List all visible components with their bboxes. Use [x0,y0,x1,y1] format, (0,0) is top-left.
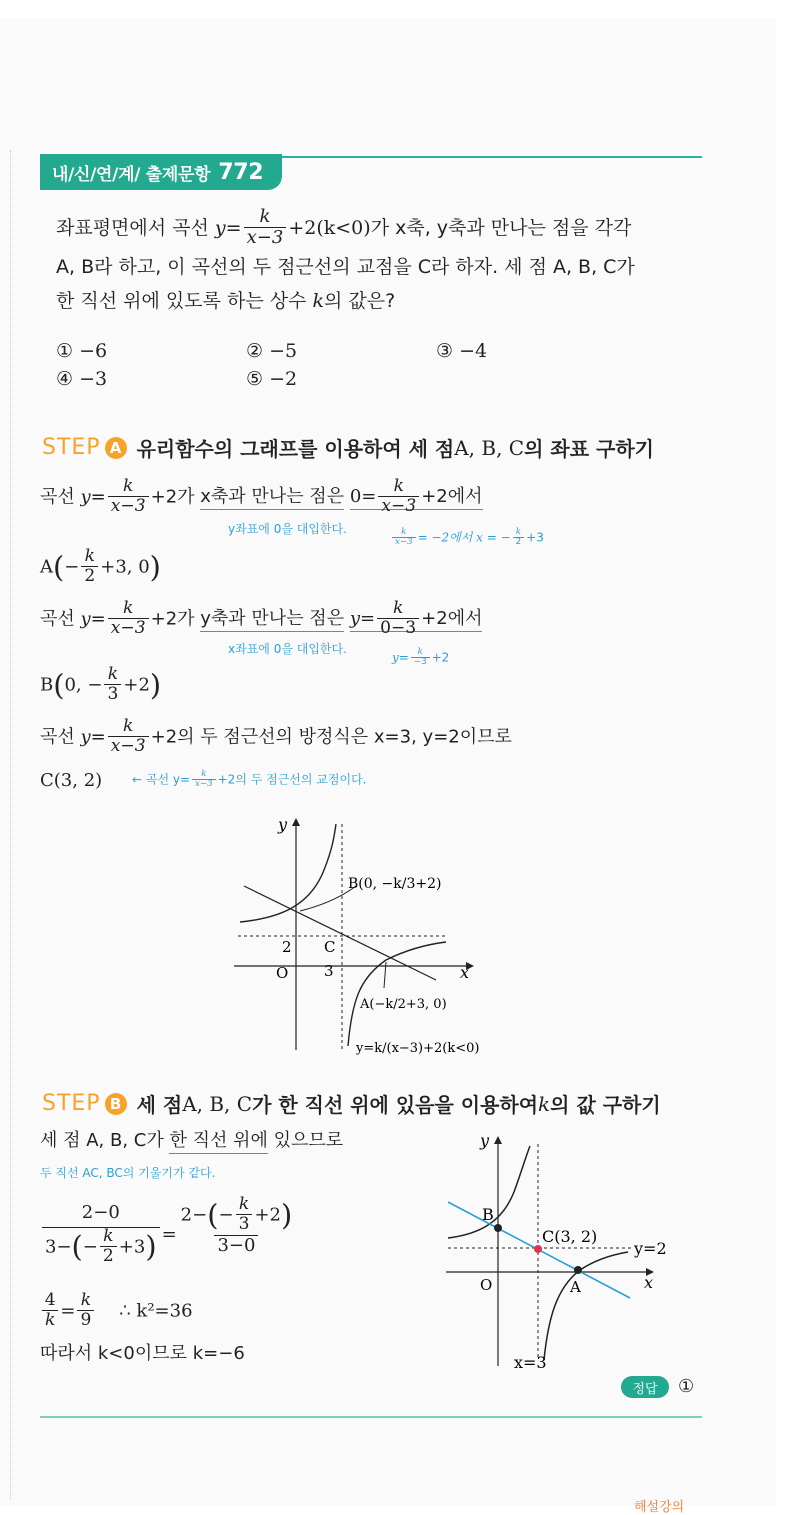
note-text: ← 곡선 y= [132,772,191,787]
text: 2− [180,1204,208,1226]
frac-num: k [393,476,404,496]
note-text: +2의 두 점근선의 교점이다. [217,772,367,787]
origin-label: O [276,964,289,982]
text: +3 [118,1236,146,1258]
asymptote-x-label: x=3 [514,1353,547,1372]
text: B [40,674,54,696]
step-word: STEP [42,435,101,460]
note-equal-slopes: 두 직선 AC, BC의 기울기가 같다. [40,1166,216,1180]
frac-num: k [103,1225,114,1246]
frac-den: 2 [81,566,98,587]
header-label: 내/신/연/계/ 출제문항 [52,164,211,185]
step-title: 가 한 직선 위에 있음을 이용하여 [252,1093,539,1117]
problem-number: 772 [218,159,264,185]
frac-num: k [401,527,407,537]
frac-den: x−3 [244,227,287,249]
k-squared-equation: $\frac{4}{k}$ = $\frac{k}{9}$ ∴ k²=36 [40,1292,193,1331]
note-y-value [392,648,449,668]
frac-den: x−3 [392,537,416,548]
step-a-heading [42,433,654,462]
problem-line-3 [56,292,395,311]
frac-den: x−3 [108,496,149,517]
text: +2에서 [421,608,483,630]
frac-den: x−3 [108,736,149,757]
frac-num: 4 [44,1290,56,1310]
frac-num: k [123,716,134,736]
frac-den: x−3 [192,779,216,790]
underlined-text: 한 직선 위에 [169,1130,267,1154]
graph-step-b [440,1130,690,1375]
problem-condition: +2(k<0) [288,216,371,239]
step-title-k: k [538,1091,551,1116]
point-b [494,1224,502,1232]
step-title: 의 값 구하기 [550,1093,661,1117]
step-title: 유리함수의 그래프를 이용하여 세 점 [136,437,455,461]
point-c-coord: C(3, 2) [40,770,103,791]
step-title-points: A, B, C [454,435,525,460]
frac-num: k [515,527,522,537]
problem-text: 한 직선 위에 있도록 하는 상수 [56,290,313,312]
choice-2[interactable]: ② −5 [246,340,298,362]
point-c [534,1245,542,1253]
point-b-label: B [482,1205,494,1224]
frac-den: 9 [77,1310,94,1331]
curve-lower-right [348,942,446,1046]
frac-num: k [259,206,271,227]
problem-text: 의 값은? [324,290,396,312]
step-b-heading [42,1089,661,1118]
choice-5[interactable]: ⑤ −2 [246,368,298,390]
text: 곡선 [40,608,81,630]
point-c-label: C(3, 2) [542,1227,598,1246]
text: 곡선 [40,486,81,508]
problem-line-1: 좌표평면에서 곡선 y= $\frac{k}{x-3}$ +2(k<0)가 x축, y축과 만나는 점을 각각 [56,206,632,248]
problem-header-tag [40,154,282,190]
frac-den: 0−3 [377,618,419,639]
step-a-line-3: 곡선 y= $\frac{k}{x-3}$ +2의 두 점근선의 방정식은 x=3, y=2이므로 [40,716,512,756]
problem-text: x축, [395,216,431,239]
frac-den: 2 [513,537,525,548]
text: +2에서 [421,486,483,508]
step-a-line-1: 곡선 y= $\frac{k}{x-3}$ +2가 x축과 만나는 점은 0= $\frac{k}{x-3}$ +2에서 [40,476,483,516]
text: 있으므로 [267,1130,344,1151]
note-asymptote-intersection [132,770,367,790]
step-b-line-1 [40,1132,343,1150]
frac-num: k [201,769,207,779]
tick-3: 3 [324,962,334,980]
frac-num: k [417,647,423,657]
text: 0, − [64,674,103,696]
text: 세 점 A, B, C가 [40,1130,170,1151]
problem-line-2: A, B라 하고, 이 곡선의 두 점근선의 교점을 C라 하자. 세 점 A, B, C가 [56,256,635,278]
frac-num: k [84,546,95,566]
point-b-label: B(0, −k/3+2) [348,876,442,892]
point-a-coord: A(− $\frac{k}{2}$ +3, 0) [40,546,161,586]
y-axis-arrow [494,1136,502,1144]
text: +3, 0 [100,556,150,578]
choice-3[interactable]: ③ −4 [436,340,488,362]
answer-badge: 정답 [621,1376,669,1398]
problem-text: 만나는 점을 각각 [484,216,632,239]
note-text: +2 [431,650,450,665]
point-b-coord: B(0, − $\frac{k}{3}$ +2) [40,664,162,704]
frac-den: 3 [104,684,121,705]
asymptote-y-label: y=2 [634,1239,667,1258]
x-axis-label: x [644,1273,654,1292]
note-text: = −2에서 x = − [417,530,511,545]
problem-text: y축과 [436,216,485,239]
frac-num: k [80,1290,92,1310]
frac-num: k [123,598,134,618]
frac-num: k [107,664,119,684]
frac-num: k [238,1194,250,1214]
text: +2가 [150,608,201,630]
frac-num: k [392,598,404,618]
tick-2: 2 [282,938,292,956]
step-title-points: A, B, C [182,1091,253,1116]
text: +2의 두 점근선의 방정식은 x=3, y=2이므로 [150,726,512,748]
answer-value: ① [678,1376,695,1397]
note-text: +3 [526,530,544,545]
step-title: 세 점 [136,1093,183,1117]
choice-1[interactable]: ① −6 [56,340,108,362]
problem-k: k [312,290,325,312]
frac-den: −3 [411,657,430,668]
y-axis-label: y [278,815,288,834]
note-x-zero: x좌표에 0을 대입한다. [228,642,347,656]
footer-lecture-tag[interactable]: 해설강의 [634,1500,685,1515]
note-solve-x [390,528,544,548]
point-a [574,1266,582,1274]
bottom-rule [40,1416,702,1418]
problem-text: 좌표평면에서 곡선 [56,216,215,239]
text: +2 [123,674,150,696]
frac-den: x−3 [108,618,149,639]
step-letter-badge: B [105,1093,127,1115]
frac-den: k [42,1310,58,1331]
curve-lower-right [544,1252,628,1360]
step-a-line-2: 곡선 y= $\frac{k}{x-3}$ +2가 y축과 만나는 점은 y= $\frac{k}{0-3}$ +2에서 [40,598,483,638]
x-axis-label: x [460,963,470,982]
note-text: y= [392,650,409,665]
margin-dotted-line [10,150,11,1500]
text: +2 [254,1204,281,1226]
text: 곡선 [40,726,81,748]
text: ∴ k²=36 [119,1300,193,1322]
note-y-zero: y좌표에 0을 대입한다. [228,522,347,536]
point-a-label: A [570,1278,581,1296]
final-line: 따라서 k<0이므로 k=−6 [40,1343,245,1364]
origin-label: O [480,1276,493,1294]
frac-den: 2 [100,1246,117,1267]
text: 3− [45,1236,72,1258]
problem-text: 가 [370,216,396,239]
step-word: STEP [42,1091,101,1116]
choice-4[interactable]: ④ −3 [56,368,108,390]
y-axis-arrow [292,818,300,826]
text: y= [349,608,376,630]
y-axis-label: y [480,1131,490,1150]
frac-den: 3 [236,1214,253,1235]
frac-den: x−3 [378,496,419,517]
graph-step-a [220,810,520,1070]
text: +2가 [150,486,201,508]
step-title: 의 좌표 구하기 [524,437,654,461]
point-a-label: A(−k/2+3, 0) [360,997,447,1012]
underlined-text: x축과 만나는 점은 [200,486,344,510]
slope-equation: 2−0 3−(− $\frac{k}{2}$ +3) = 2−(− $\frac{k}{3}$ +2) 3−0 [40,1196,296,1274]
text: 0= [349,486,377,508]
point-c-label: C [324,938,336,956]
frac-num: k [123,476,134,496]
text: A [40,556,53,578]
step-letter-badge: A [105,437,127,459]
underlined-text: y축과 만나는 점은 [200,608,344,632]
frac-den: 3−0 [214,1235,258,1275]
curve-equation-label: y=k/(x−3)+2(k<0) [356,1041,480,1056]
frac-num: 2−0 [81,1201,120,1223]
